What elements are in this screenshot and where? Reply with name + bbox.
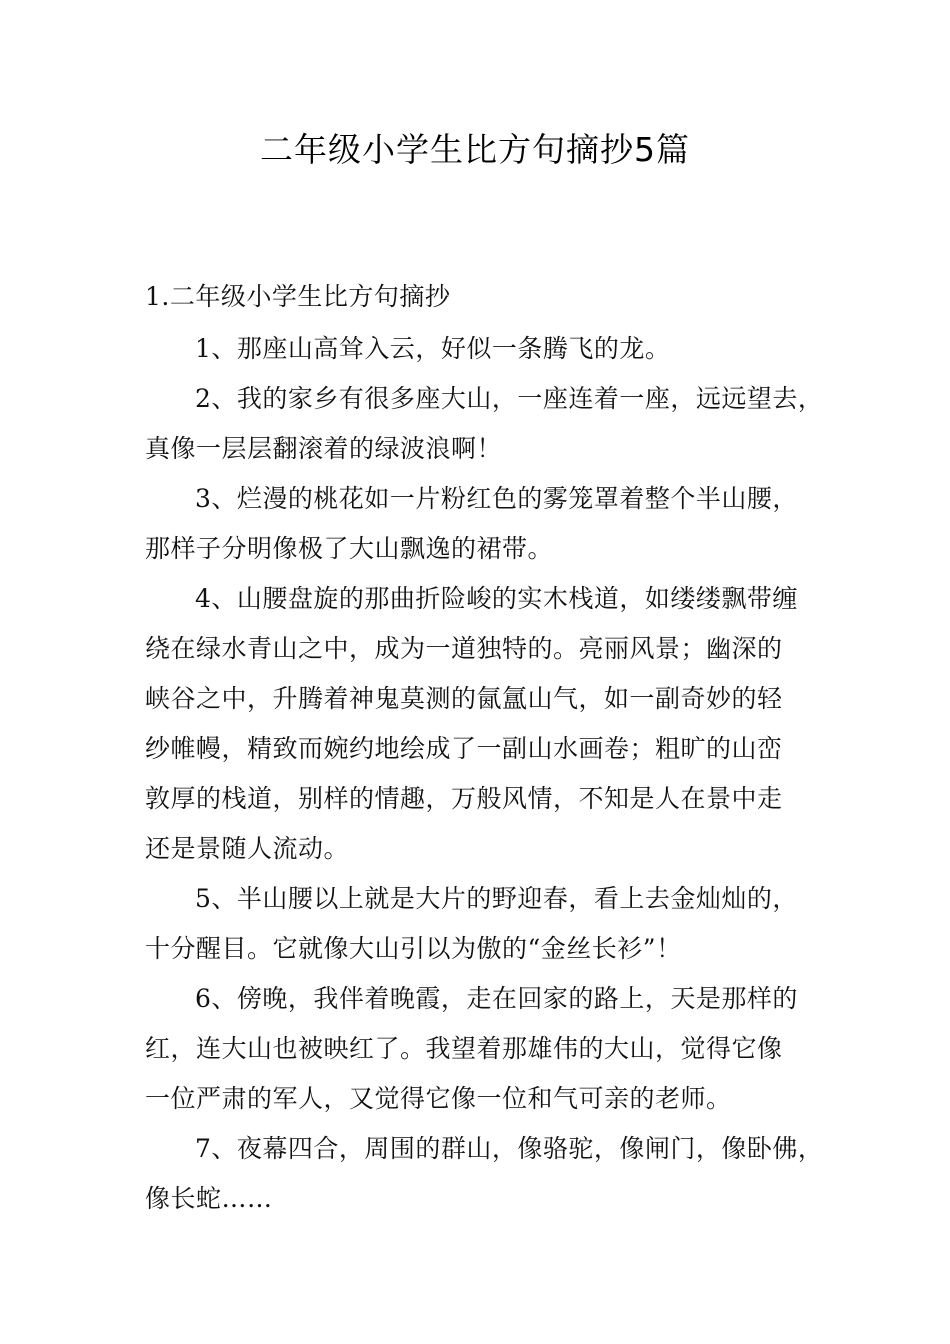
- paragraph-line: 真像一层层翻滚着的绿波浪啊！: [145, 434, 503, 463]
- paragraph-line: 那样子分明像极了大山飘逸的裙带。: [145, 534, 554, 563]
- paragraph-line: 纱帷幔，精致而婉约地绘成了一副山水画卷；粗旷的山峦: [145, 734, 783, 763]
- paragraph-line: 红，连大山也被映红了。我望着那雄伟的大山，觉得它像: [145, 1034, 783, 1063]
- paragraph-line: 6、傍晚，我伴着晚霞，走在回家的路上，天是那样的: [195, 984, 798, 1013]
- paragraph-line: 敦厚的栈道，别样的情趣，万般风情，不知是人在景中走: [145, 784, 783, 813]
- paragraph-line: 峡谷之中，升腾着神鬼莫测的氤氲山气，如一副奇妙的轻: [145, 684, 783, 713]
- document-title: 二年级小学生比方句摘抄5篇: [260, 130, 690, 169]
- section-heading: 1.二年级小学生比方句摘抄: [145, 282, 451, 311]
- paragraph-line: 像长蛇……: [145, 1184, 273, 1213]
- paragraph-line: 3、烂漫的桃花如一片粉红色的雾笼罩着整个半山腰，: [195, 484, 798, 513]
- paragraph-line: 1、那座山高耸入云，好似一条腾飞的龙。: [195, 334, 671, 363]
- paragraph-line: 绕在绿水青山之中，成为一道独特的。亮丽风景；幽深的: [145, 634, 783, 663]
- paragraph-line: 还是景随人流动。: [145, 834, 350, 863]
- paragraph-line: 一位严肃的军人，又觉得它像一位和气可亲的老师。: [145, 1084, 732, 1113]
- paragraph-line: 2、我的家乡有很多座大山，一座连着一座，远远望去，: [195, 384, 824, 413]
- paragraph-line: 4、山腰盘旋的那曲折险峻的实木栈道，如缕缕飘带缠: [195, 584, 798, 613]
- paragraph-line: 5、半山腰以上就是大片的野迎春，看上去金灿灿的，: [195, 884, 798, 913]
- paragraph-line: 十分醒目。它就像大山引以为傲的“金丝长衫”！: [145, 934, 682, 963]
- paragraph-line: 7、夜幕四合，周围的群山，像骆驼，像闸门，像卧佛，: [195, 1134, 824, 1163]
